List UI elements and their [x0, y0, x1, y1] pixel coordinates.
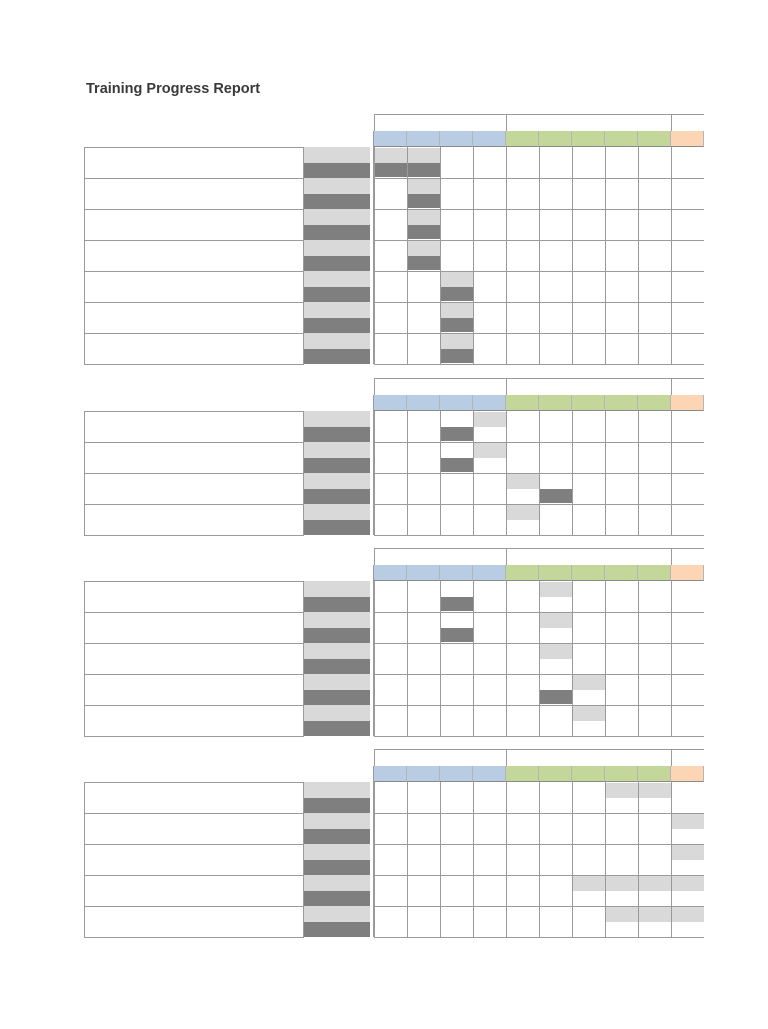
- grid-column-line: [373, 581, 374, 736]
- plan-label: [304, 333, 370, 349]
- actual-bar: [407, 256, 440, 271]
- week-label: [506, 114, 671, 131]
- date-header-cell: [374, 131, 407, 147]
- plan-label: [304, 473, 370, 489]
- grid-column-line: [539, 147, 540, 364]
- grid-column-line: [407, 411, 408, 535]
- date-header-cell: [539, 131, 572, 147]
- actual-label: [304, 349, 370, 365]
- plan-bar: [407, 179, 440, 194]
- actual-label: [304, 922, 370, 938]
- activity-name: [85, 333, 304, 364]
- actual-label: [304, 891, 370, 907]
- date-header-cell: [473, 565, 506, 581]
- plan-label: [304, 271, 370, 287]
- actual-label: [304, 225, 370, 241]
- plan-label: [304, 813, 370, 829]
- activity-name: [85, 875, 304, 906]
- actual-label: [304, 860, 370, 876]
- date-header-cell: [374, 766, 407, 782]
- week-label: [374, 114, 506, 131]
- plan-label: [304, 178, 370, 194]
- date-header-cell: [440, 565, 473, 581]
- date-header-cell: [605, 565, 638, 581]
- plan-label: [304, 147, 370, 163]
- plan-bar: [572, 675, 605, 690]
- week-label: [506, 378, 671, 395]
- date-header-cell: [539, 565, 572, 581]
- grid-column-line: [605, 782, 606, 937]
- actual-bar: [440, 628, 473, 643]
- grid-column-line: [605, 411, 606, 535]
- week-divider: [374, 114, 375, 131]
- activity-name: [85, 643, 304, 674]
- row-divider: [374, 364, 704, 365]
- grid-column-line: [605, 581, 606, 736]
- grid-column-line: [506, 581, 507, 736]
- plan-bar: [473, 412, 506, 427]
- actual-bar: [440, 458, 473, 473]
- actual-bar: [539, 690, 572, 705]
- week-label: [506, 548, 671, 565]
- plan-label: [304, 906, 370, 922]
- activity-name: [85, 302, 304, 333]
- grid-column-line: [473, 782, 474, 937]
- actual-bar: [539, 489, 572, 504]
- activity-name: [85, 147, 304, 178]
- grid-column-line: [539, 411, 540, 535]
- grid-left-border: [373, 565, 374, 581]
- actual-label: [304, 489, 370, 505]
- page-title: Training Progress Report: [86, 81, 261, 97]
- plan-label: [304, 643, 370, 659]
- week-divider: [374, 378, 375, 395]
- week-divider: [671, 114, 672, 131]
- activity-name: [85, 612, 304, 643]
- activity-name: [85, 705, 304, 736]
- plan-bar: [572, 706, 605, 721]
- date-header-cell: [506, 131, 539, 147]
- grid-column-line: [605, 147, 606, 364]
- activity-name: [85, 473, 304, 504]
- actual-bar: [440, 318, 473, 333]
- grid-column-line: [440, 581, 441, 736]
- grid-column-line: [440, 411, 441, 535]
- grid-column-line: [374, 581, 375, 736]
- date-header-cell: [671, 395, 704, 411]
- date-header-cell: [572, 766, 605, 782]
- actual-bar: [440, 597, 473, 612]
- grid-column-line: [638, 147, 639, 364]
- week-divider: [374, 749, 375, 766]
- actual-label: [304, 690, 370, 706]
- week-divider: [671, 378, 672, 395]
- row-divider: [84, 937, 304, 938]
- actual-label: [304, 458, 370, 474]
- actual-label: [304, 194, 370, 210]
- week-divider: [506, 749, 507, 766]
- plan-label: [304, 442, 370, 458]
- plan-label: [304, 875, 370, 891]
- actual-label: [304, 597, 370, 613]
- actual-label: [304, 520, 370, 536]
- actual-label: [304, 829, 370, 845]
- row-divider: [84, 736, 304, 737]
- plan-bar: [407, 210, 440, 225]
- actual-label: [304, 798, 370, 814]
- actual-label: [304, 163, 370, 179]
- grid-column-line: [671, 147, 672, 364]
- activity-name: [85, 844, 304, 875]
- plan-label: [304, 674, 370, 690]
- activity-name: [85, 271, 304, 302]
- actual-label: [304, 287, 370, 303]
- plan-label: [304, 411, 370, 427]
- activity-name: [85, 209, 304, 240]
- date-header-cell: [638, 565, 671, 581]
- plan-bar: [605, 907, 704, 922]
- plan-label: [304, 705, 370, 721]
- date-header-cell: [605, 131, 638, 147]
- date-header-cell: [671, 131, 704, 147]
- grid-column-line: [671, 581, 672, 736]
- gantt-section: [0, 114, 768, 394]
- grid-column-line: [506, 411, 507, 535]
- plan-label: [304, 612, 370, 628]
- grid-column-line: [440, 782, 441, 937]
- date-header-cell: [605, 766, 638, 782]
- date-header-cell: [605, 395, 638, 411]
- plan-bar: [539, 582, 572, 597]
- actual-label: [304, 318, 370, 334]
- grid-column-line: [572, 147, 573, 364]
- grid-column-line: [373, 782, 374, 937]
- plan-bar: [473, 443, 506, 458]
- activity-name: [85, 782, 304, 813]
- actual-bar: [440, 287, 473, 302]
- grid-column-line: [374, 147, 375, 364]
- plan-label: [304, 581, 370, 597]
- grid-column-line: [638, 411, 639, 535]
- activity-name: [85, 813, 304, 844]
- plan-bar: [440, 334, 473, 349]
- date-header-cell: [671, 766, 704, 782]
- actual-bar: [440, 349, 473, 364]
- plan-bar: [539, 644, 572, 659]
- grid-column-line: [373, 411, 374, 535]
- actual-label: [304, 256, 370, 272]
- plan-bar: [440, 303, 473, 318]
- grid-column-line: [638, 581, 639, 736]
- activity-name: [85, 411, 304, 442]
- actual-label: [304, 659, 370, 675]
- grid-column-line: [373, 147, 374, 364]
- row-divider: [374, 937, 704, 938]
- grid-column-line: [407, 581, 408, 736]
- grid-column-line: [407, 782, 408, 937]
- date-header-cell: [473, 766, 506, 782]
- grid-column-line: [572, 782, 573, 937]
- week-label: [374, 378, 506, 395]
- date-header-cell: [572, 131, 605, 147]
- grid-column-line: [473, 581, 474, 736]
- activity-name: [85, 240, 304, 271]
- plan-bar: [671, 845, 704, 860]
- week-label: [506, 749, 671, 766]
- actual-bar: [407, 225, 440, 240]
- plan-label: [304, 240, 370, 256]
- grid-column-line: [572, 411, 573, 535]
- plan-label: [304, 844, 370, 860]
- date-header-cell: [671, 565, 704, 581]
- actual-label: [304, 721, 370, 737]
- date-header-cell: [407, 131, 440, 147]
- plan-bar: [506, 474, 539, 489]
- grid-column-line: [440, 147, 441, 364]
- date-header-cell: [374, 395, 407, 411]
- actual-bar: [440, 427, 473, 442]
- grid-column-line: [671, 782, 672, 937]
- plan-label: [304, 504, 370, 520]
- week-divider: [506, 114, 507, 131]
- grid-left-border: [373, 131, 374, 147]
- gantt-section: [0, 749, 768, 1029]
- plan-label: [304, 209, 370, 225]
- date-header-cell: [407, 395, 440, 411]
- grid-column-line: [671, 411, 672, 535]
- date-header-cell: [440, 395, 473, 411]
- activity-name: [85, 581, 304, 612]
- grid-column-line: [572, 581, 573, 736]
- row-divider: [374, 736, 704, 737]
- grid-column-line: [374, 782, 375, 937]
- date-header-cell: [374, 565, 407, 581]
- plan-label: [304, 302, 370, 318]
- row-divider: [84, 535, 304, 536]
- date-header-cell: [407, 565, 440, 581]
- date-header-cell: [506, 565, 539, 581]
- grid-left-border: [373, 395, 374, 411]
- date-header-cell: [638, 131, 671, 147]
- grid-column-line: [473, 147, 474, 364]
- grid-column-line: [539, 782, 540, 937]
- activity-name: [85, 442, 304, 473]
- activity-name: [85, 674, 304, 705]
- week-divider: [671, 548, 672, 565]
- date-header-cell: [572, 395, 605, 411]
- date-header-cell: [638, 395, 671, 411]
- week-divider: [671, 749, 672, 766]
- grid-column-line: [407, 147, 408, 364]
- date-header-cell: [539, 395, 572, 411]
- actual-label: [304, 628, 370, 644]
- date-header-cell: [506, 766, 539, 782]
- grid-left-border: [373, 766, 374, 782]
- week-divider: [506, 548, 507, 565]
- plan-bar: [539, 613, 572, 628]
- actual-label: [304, 427, 370, 443]
- row-divider: [84, 364, 304, 365]
- date-header-cell: [506, 395, 539, 411]
- activity-name: [85, 178, 304, 209]
- week-label: [374, 548, 506, 565]
- date-header-cell: [473, 131, 506, 147]
- grid-column-line: [506, 782, 507, 937]
- activity-name: [85, 504, 304, 535]
- plan-bar: [671, 814, 704, 829]
- week-divider: [506, 378, 507, 395]
- date-header-cell: [638, 766, 671, 782]
- plan-bar: [407, 241, 440, 256]
- date-header-cell: [539, 766, 572, 782]
- grid-column-line: [473, 411, 474, 535]
- actual-bar: [407, 194, 440, 209]
- grid-column-line: [539, 581, 540, 736]
- date-header-cell: [407, 766, 440, 782]
- week-divider: [374, 548, 375, 565]
- grid-column-line: [506, 147, 507, 364]
- row-divider: [374, 535, 704, 536]
- date-header-cell: [473, 395, 506, 411]
- plan-bar: [440, 272, 473, 287]
- week-label: [374, 749, 506, 766]
- activity-name: [85, 906, 304, 937]
- plan-label: [304, 782, 370, 798]
- plan-bar: [506, 505, 539, 520]
- date-header-cell: [440, 766, 473, 782]
- date-header-cell: [440, 131, 473, 147]
- date-header-cell: [572, 565, 605, 581]
- grid-column-line: [374, 411, 375, 535]
- grid-column-line: [638, 782, 639, 937]
